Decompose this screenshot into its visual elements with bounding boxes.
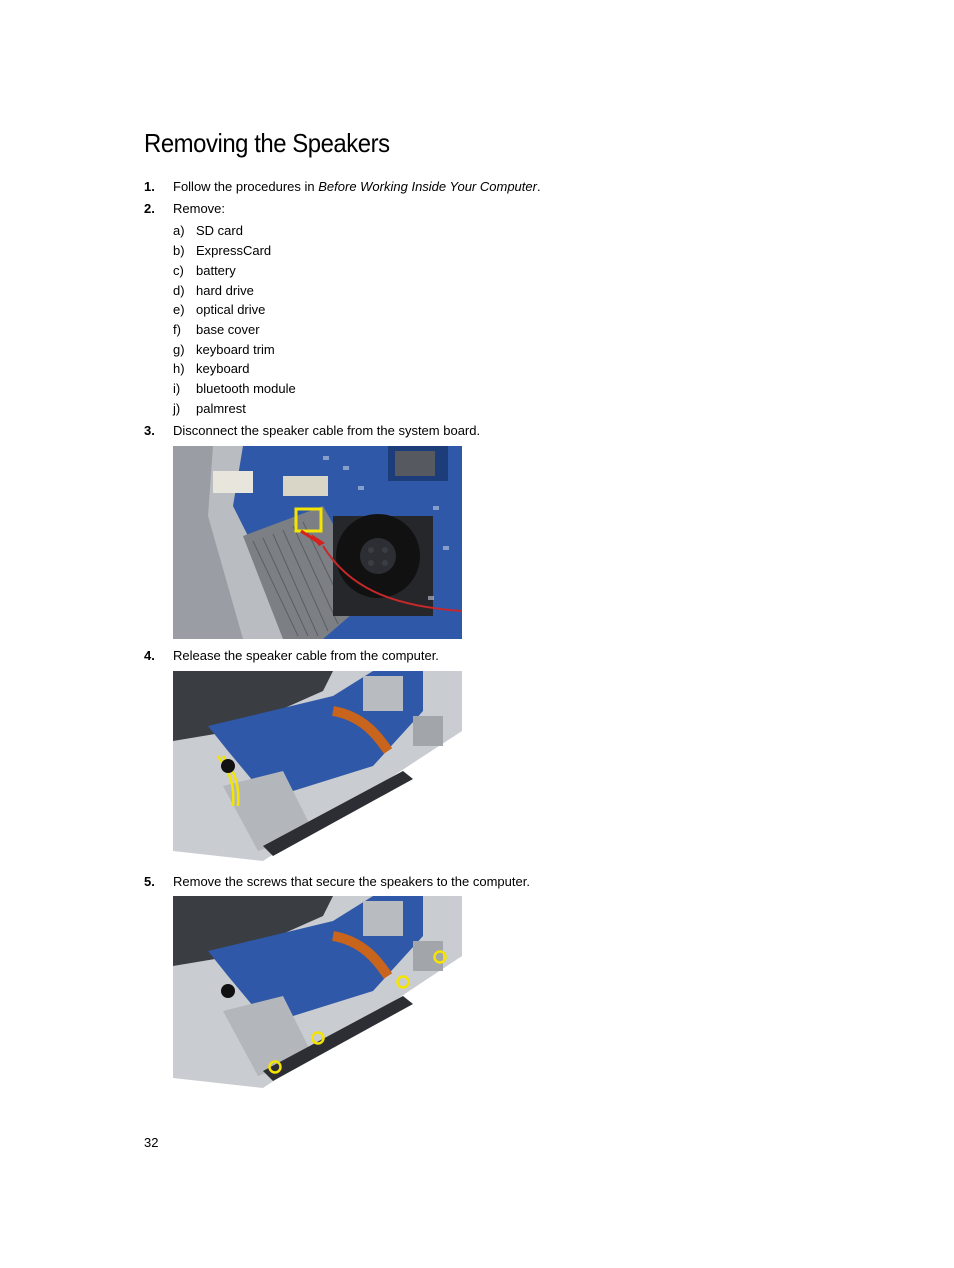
list-letter: i) [173, 381, 181, 396]
step-text: Remove the screws that secure the speakers to the computer. [173, 874, 530, 889]
list-text: SD card [196, 223, 243, 238]
list-text: bluetooth module [196, 381, 296, 396]
list-letter: a) [173, 223, 185, 238]
step-text-after: . [536, 179, 541, 194]
speaker-cable-connector-photo [173, 446, 462, 639]
step-number: 4. [144, 648, 155, 663]
list-text: ExpressCard [196, 243, 272, 258]
list-letter: j) [173, 401, 181, 416]
page-title: Removing the Speakers [144, 128, 390, 158]
list-letter: g) [173, 342, 185, 357]
step-number: 2. [144, 201, 155, 216]
step-text: Remove: [173, 201, 226, 216]
list-letter: c) [173, 263, 184, 278]
list-letter: d) [173, 283, 185, 298]
list-text: palmrest [196, 401, 246, 416]
step-number: 5. [144, 874, 155, 889]
list-letter: f) [173, 322, 181, 337]
reference-link[interactable]: Before Working Inside Your Computer [318, 179, 537, 194]
list-letter: b) [173, 243, 185, 258]
step-text: Disconnect the speaker cable from the system board. [173, 423, 481, 438]
step-text: Release the speaker cable from the computer. [173, 648, 439, 663]
step-text [173, 179, 541, 195]
speaker-screws-photo [173, 896, 462, 1088]
list-letter: e) [173, 302, 185, 317]
list-letter: h) [173, 361, 185, 376]
list-text: optical drive [196, 302, 266, 317]
list-text: hard drive [196, 283, 254, 298]
speaker-cable-routing-photo [173, 671, 462, 861]
list-text: keyboard [196, 361, 250, 376]
list-text: keyboard trim [196, 342, 275, 357]
step-number: 1. [144, 179, 155, 194]
list-text: battery [196, 263, 236, 278]
step-text-before: Follow the procedures in [173, 179, 319, 194]
list-text: base cover [196, 322, 260, 337]
page-number: 32 [144, 1135, 159, 1150]
step-number: 3. [144, 423, 155, 438]
